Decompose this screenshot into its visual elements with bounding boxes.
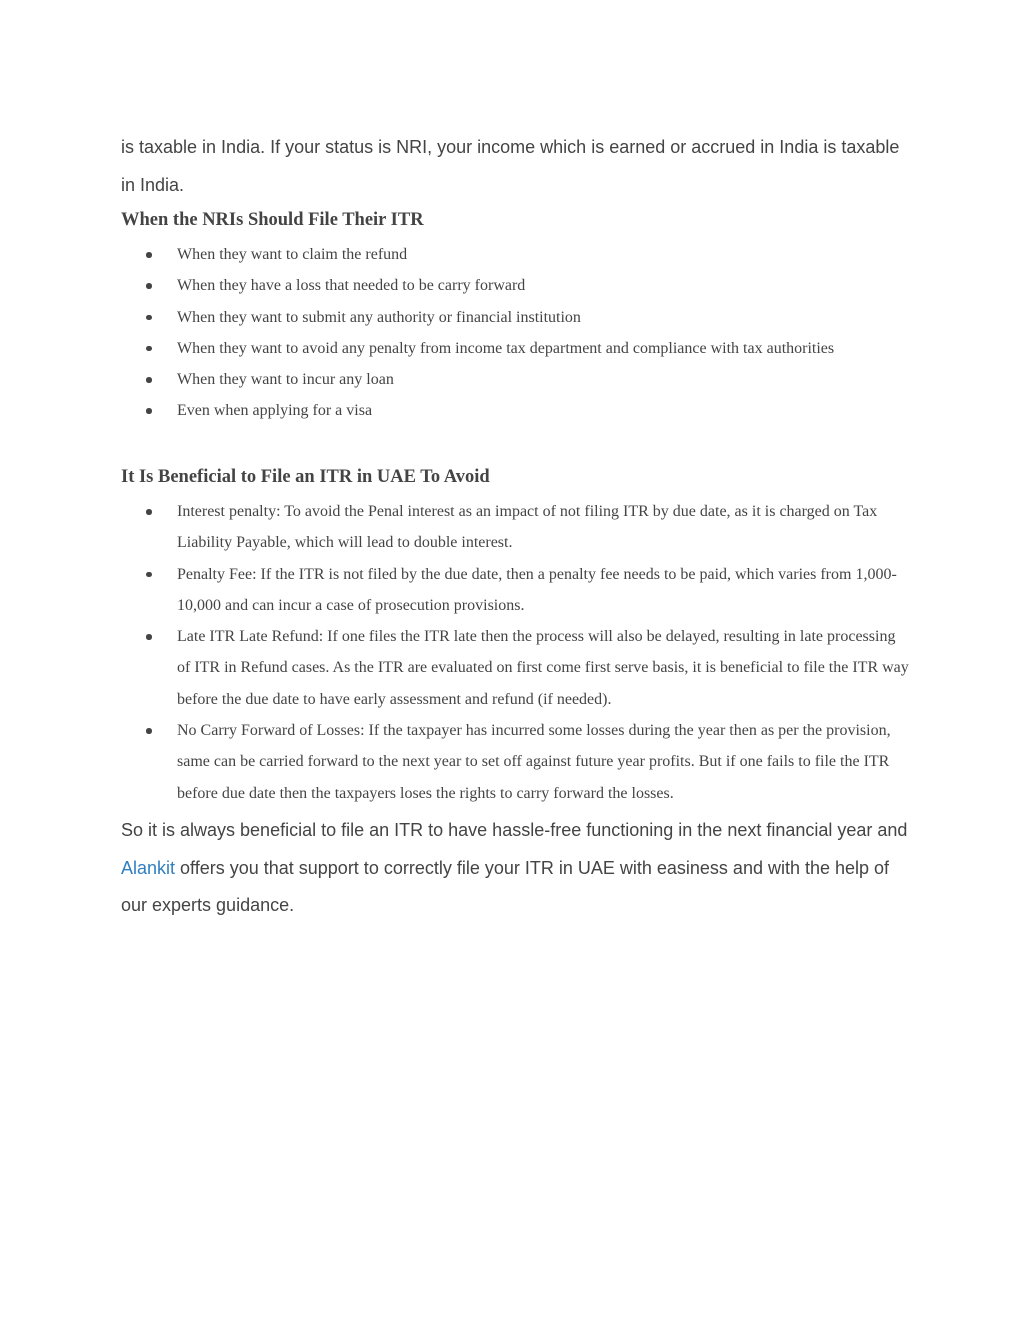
list-item-text: When they have a loss that needed to be carry forward	[177, 277, 526, 295]
list-item-text: No Carry Forward of Losses: If the taxpayer has incurred some losses during the year then as per the provision, same can be carried forward to the next year to set off against future year profits. But if one fails to file the ITR before due date then the taxpayers loses the rights to carry forward the losses.	[177, 722, 891, 802]
list-item-text: Penalty Fee: If the ITR is not filed by the due date, then a penalty fee needs to be paid, which varies from 1,000-10,000 and can incur a case of prosecution provisions.	[177, 565, 897, 614]
bullet-icon	[146, 509, 152, 515]
bullet-icon	[146, 408, 152, 414]
section-heading-when-to-file: When the NRIs Should File Their ITR	[121, 210, 424, 230]
when-to-file-list	[121, 239, 911, 427]
list-item	[121, 239, 911, 270]
list-item	[121, 333, 911, 364]
alankit-link[interactable]: Alankit	[121, 857, 176, 878]
list-item-text: Even when applying for a visa	[177, 402, 373, 420]
list-item	[121, 715, 911, 809]
bullet-icon	[146, 377, 152, 383]
list-item-text: When they want to claim the refund	[177, 246, 408, 263]
list-item	[121, 270, 911, 301]
closing-text-after: offers you that support to correctly file your ITR in UAE with easiness and with the help of our experts guidance.	[121, 857, 890, 916]
list-item	[121, 559, 911, 622]
bullet-icon	[146, 283, 152, 289]
list-item	[121, 364, 911, 395]
bullet-icon	[146, 252, 152, 258]
list-item-text: Late ITR Late Refund: If one files the ITR late then the process will also be delayed, resulting in late processing of ITR in Refund cases. As the ITR are evaluated on first come first serve basis, it is beneficial to file the ITR way before the due date to have early assessment and refund (if needed).	[177, 628, 909, 708]
list-item	[121, 496, 911, 559]
list-item-text: When they want to submit any authority or financial institution	[177, 308, 581, 326]
list-item-text: When they want to incur any loan	[177, 371, 394, 389]
list-item-text: When they want to avoid any penalty from income tax department and compliance with tax authorities	[177, 339, 835, 357]
bullet-icon	[146, 346, 152, 352]
list-item	[121, 621, 911, 715]
bullet-icon	[146, 315, 152, 321]
closing-paragraph	[121, 812, 911, 925]
list-item	[121, 302, 911, 333]
list-item-text: Interest penalty: To avoid the Penal interest as an impact of not filing ITR by due date, as it is charged on Tax Liability Payable, which will lead to double interest.	[177, 503, 878, 552]
bullet-icon	[146, 728, 152, 734]
benefits-list	[121, 496, 911, 809]
list-item	[121, 395, 911, 426]
bullet-icon	[146, 572, 152, 578]
intro-paragraph: is taxable in India. If your status is NRI, your income which is earned or accrued in India is taxable in India.	[121, 137, 900, 195]
closing-text-before: So it is always beneficial to file an ITR to have hassle-free functioning in the next financial year and	[121, 820, 908, 840]
section-heading-benefits: It Is Beneficial to File an ITR in UAE To Avoid	[121, 467, 490, 487]
bullet-icon	[146, 634, 152, 640]
